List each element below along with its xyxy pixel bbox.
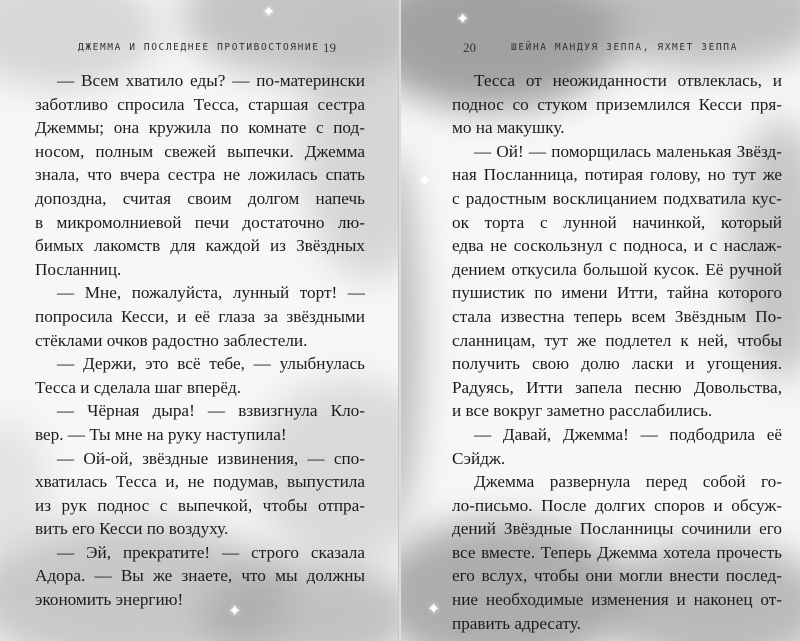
text-line: из рук поднос с выпечкой, чтобы отпра- — [35, 495, 365, 515]
text-line: — Всем хватило еды? — по-матерински — [57, 71, 365, 90]
text-line: дений Звёздные Посланницы сочинили его — [452, 519, 782, 539]
text-line: — Мне, пожалуйста, лунный торт! — — [57, 283, 365, 303]
text-line: — Чёрная дыра! — взвизгнула Кло- — [57, 401, 365, 421]
text-line: вер. — Ты мне на руку наступила! — [35, 424, 287, 444]
text-line: Джеммы; она кружила по комнате с под- — [35, 118, 365, 138]
text-line: Джемма развернула перед собой го- — [474, 472, 782, 492]
text-line: дением откусила большой кусок. Её ручной — [452, 259, 782, 279]
text-line: Тесса от неожиданности отвлеклась, и — [474, 71, 782, 90]
text-line: ная Посланница, потирая голову, но тут же — [452, 165, 782, 185]
page-body — [35, 69, 365, 612]
text-line: Тесса и сделала шаг вперёд. — [35, 377, 242, 397]
running-head-title: ШЕЙНА МАНДУЯ ЗЕППА, ЯХМЕТ ЗЕППА — [511, 42, 738, 53]
text-line: пушистик по имени Итти, тайна которого — [452, 283, 782, 303]
text-line: в микромолниевой печи достаточно лю- — [35, 212, 365, 232]
text-line: — Давай, Джемма! — подбодрила её — [474, 424, 782, 444]
text-line: — Ой! — поморщилась маленькая Звёзд- — [474, 141, 782, 161]
text-line: сланницам, тут же подлетел к ней, чтобы — [452, 330, 782, 350]
text-line: вить его Кесси по воздуху. — [35, 519, 229, 539]
text-line: и все вокруг заметно расслабились. — [452, 401, 713, 421]
page-body — [452, 69, 782, 635]
text-line: — Держи, это всё тебе, — улыбнулась — [57, 354, 365, 374]
running-head — [78, 40, 336, 56]
text-line: стёклами очков радостно заблестели. — [35, 330, 308, 350]
page-number: 20 — [463, 40, 476, 55]
star-icon: ✦ — [262, 4, 276, 21]
right-page — [401, 0, 800, 641]
text-line: получить свою долю ласки и угощения. — [452, 354, 782, 374]
text-line: — Ой-ой, звёздные извинения, — спо- — [57, 448, 365, 468]
text-line: заботливо спросила Тесса, старшая сестра — [35, 94, 365, 114]
text-line: экономить энергию! — [35, 590, 184, 610]
text-line: Посланниц. — [35, 259, 122, 279]
star-icon: ✦ — [427, 601, 441, 618]
text-line: носом, полным свежей выпечки. Джемма — [35, 141, 365, 161]
text-line: знала, что вчера сестра не ложилась спать — [35, 165, 365, 185]
text-line: Адора. — Вы же знаете, что мы должны — [35, 566, 365, 586]
text-line: ло-письмо. После долгих споров и обсуж- — [452, 495, 782, 515]
text-line: попросила Кесси, и её глаза за звёздными — [35, 306, 365, 326]
text-line: править адресату. — [452, 613, 581, 633]
text-line: бимых лакомств для каждой из Звёздных — [35, 236, 365, 256]
text-line: Сэйдж. — [452, 448, 506, 468]
page-number: 19 — [323, 40, 336, 55]
text-line: поднос со стуком приземлился Кесси пря- — [452, 94, 782, 114]
text-line: допоздна, считая своим долгом напечь — [35, 188, 365, 208]
text-line: — Эй, прекратите! — строго сказала — [57, 542, 365, 562]
running-head-title: ДЖЕММА И ПОСЛЕДНЕЕ ПРОТИВОСТОЯНИЕ — [78, 42, 320, 53]
text-line: мо на макушку. — [452, 118, 565, 138]
text-line: все вместе. Теперь Джемма хотела прочесть — [452, 542, 782, 562]
star-icon: ✦ — [456, 11, 470, 28]
text-line: едва не соскользнул с подноса, и с наслаж- — [452, 236, 782, 256]
left-page — [0, 0, 399, 641]
text-line: ние необходимые изменения и наконец от- — [452, 590, 782, 610]
text-line: стала известна теперь всем Звёздным По- — [452, 306, 782, 326]
text-line: Радуясь, Итти запела песню Довольства, — [452, 377, 782, 397]
text-line: ок торта с лунной начинкой, который — [452, 212, 782, 232]
star-icon: ✦ — [228, 603, 242, 620]
text-line: с радостным восклицанием подхватила кус- — [452, 188, 782, 208]
star-icon: ✦ — [418, 173, 432, 190]
text-line: его вслух, чтобы они могли внести послед- — [452, 566, 782, 586]
text-line: хватилась Тесса и, не подумав, выпустила — [35, 472, 365, 492]
